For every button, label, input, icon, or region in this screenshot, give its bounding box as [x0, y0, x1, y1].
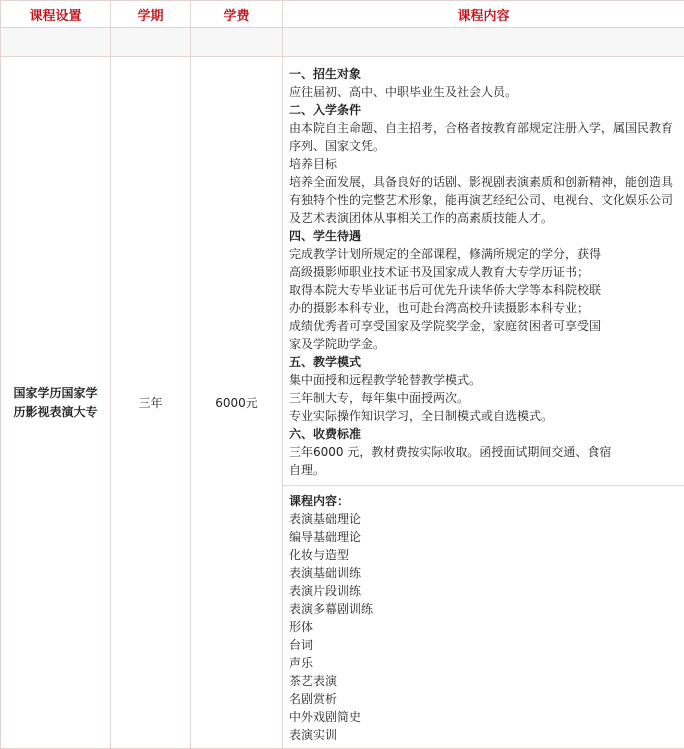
- list-item: 茶艺表演: [289, 672, 678, 690]
- course-name-line1: 国家学历国家学: [7, 384, 104, 403]
- list-item: 表演实训: [289, 726, 678, 744]
- content-line: 三年6000 元，教材费按实际收取。函授面试期间交通、食宿: [289, 443, 678, 461]
- table-row: [1, 57, 684, 486]
- spacer-cell: [191, 28, 283, 57]
- section-heading: 二、入学条件: [289, 101, 678, 119]
- list-item: 表演基础训练: [289, 564, 678, 582]
- header-course-setting: 课程设置: [1, 1, 111, 28]
- spacer-cell: [283, 28, 684, 57]
- content-line: 培养全面发展，具备良好的话剧、影视剧表演素质和创新精神，能创造具: [289, 173, 678, 191]
- course-term: 三年: [111, 57, 191, 749]
- header-term: 学期: [111, 1, 191, 28]
- course-content: [283, 57, 684, 486]
- header-content: 课程内容: [283, 1, 684, 28]
- content-line: 三年制大专，每年集中面授两次。: [289, 389, 678, 407]
- list-item: 中外戏剧简史: [289, 708, 678, 726]
- list-item: 编导基础理论: [289, 528, 678, 546]
- content-line: 专业实际操作知识学习，全日制模式或自选模式。: [289, 407, 678, 425]
- list-item: 声乐: [289, 654, 678, 672]
- course-name-line2: 历影视表演大专: [7, 403, 104, 422]
- spacer-cell: [1, 28, 111, 57]
- content-line: 家及学院助学金。: [289, 335, 678, 353]
- content-line: 及艺术表演团体从事相关工作的高素质技能人才。: [289, 209, 678, 227]
- content-line: 应往届初、高中、中职毕业生及社会人员。: [289, 83, 678, 101]
- content-line: 高级摄影师职业技术证书及国家成人教育大专学历证书；: [289, 263, 678, 281]
- list-item: 表演基础理论: [289, 510, 678, 528]
- list-item: 形体: [289, 618, 678, 636]
- list-item: 表演片段训练: [289, 582, 678, 600]
- content-line: 有独特个性的完整艺术形象，能再演艺经纪公司、电视台、文化娱乐公司: [289, 191, 678, 209]
- content-line: 培养目标: [289, 155, 678, 173]
- content-line: 序列、国家文凭。: [289, 137, 678, 155]
- list-item: 名剧赏析: [289, 690, 678, 708]
- list-item: 表演多幕剧训练: [289, 600, 678, 618]
- spacer-row: [1, 28, 684, 57]
- content-line: 自理。: [289, 461, 678, 479]
- section-heading: 一、招生对象: [289, 65, 678, 83]
- course-name: [1, 57, 111, 749]
- course-list-title: 课程内容：: [289, 492, 678, 510]
- list-item: 化妆与造型: [289, 546, 678, 564]
- course-fee: 6000元: [191, 57, 283, 749]
- course-list: [283, 486, 684, 749]
- section-heading: 六、收费标准: [289, 425, 678, 443]
- content-line: 完成教学计划所规定的全部课程，修满所规定的学分，获得: [289, 245, 678, 263]
- content-line: 由本院自主命题、自主招考，合格者按教育部规定注册入学，属国民教育: [289, 119, 678, 137]
- content-line: 成绩优秀者可享受国家及学院奖学金，家庭贫困者可享受国: [289, 317, 678, 335]
- content-line: 办的摄影本科专业，也可赴台湾高校升读摄影本科专业；: [289, 299, 678, 317]
- content-line: 取得本院大专毕业证书后可优先升读华侨大学等本科院校联: [289, 281, 678, 299]
- section-heading: 五、教学模式: [289, 353, 678, 371]
- header-row: [1, 1, 684, 28]
- content-line: 集中面授和远程教学轮替教学模式。: [289, 371, 678, 389]
- list-item: 台词: [289, 636, 678, 654]
- spacer-cell: [111, 28, 191, 57]
- section-heading: 四、学生待遇: [289, 227, 678, 245]
- header-fee: 学费: [191, 1, 283, 28]
